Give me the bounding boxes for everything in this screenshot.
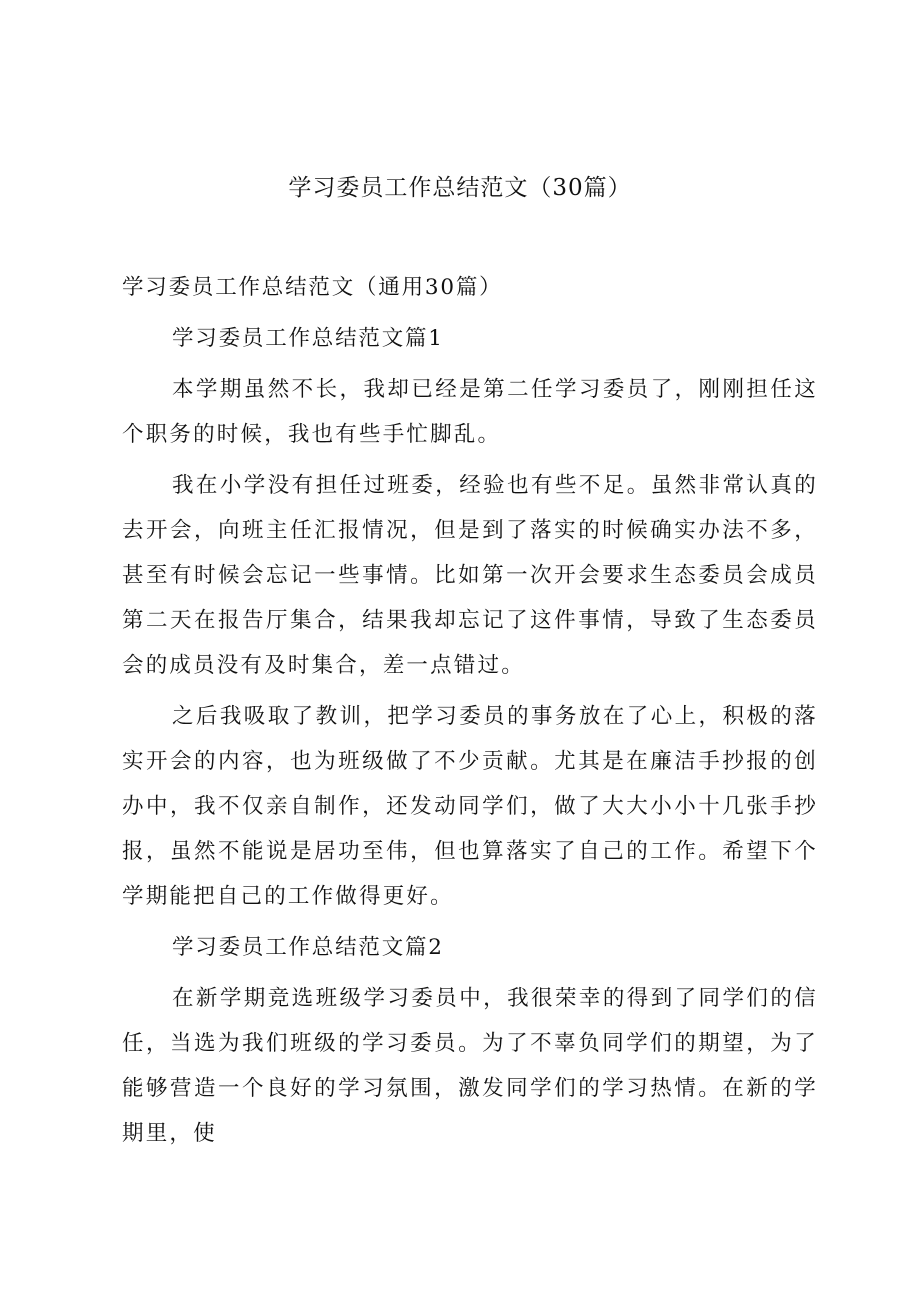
section-1-paragraph-1: 本学期虽然不长，我却已经是第二任学习委员了，刚刚担任这个职务的时候，我也有些手忙脚乱。 [122, 377, 818, 447]
section-2-heading: 学习委员工作总结范文篇2 [172, 935, 444, 960]
section-1-paragraph-2: 我在小学没有担任过班委，经验也有些不足。虽然非常认真的去开会，向班主任汇报情况，但是到了落实的时候确实办法不多，甚至有时候会忘记一些事情。比如第一次开会要求生态委员会成员第二天在报告厅集合，结果我却忘记了这件事情，导致了生态委员会的成员没有及时集合，差一点错过。 [122, 473, 818, 678]
document-body [122, 265, 818, 1162]
document-title: 学习委员工作总结范文（30篇） [288, 175, 632, 201]
document-subtitle: 学习委员工作总结范文（通用30篇） [122, 275, 503, 300]
section-2-paragraph-1: 在新学期竞选班级学习委员中，我很荣幸的得到了同学们的信任，当选为我们班级的学习委员。为了不辜负同学们的期望，为了能够营造一个良好的学习氛围，激发同学们的学习热情。在新的学期里，使 [122, 986, 818, 1146]
section-1-heading: 学习委员工作总结范文篇1 [172, 326, 444, 351]
section-1-paragraph-3: 之后我吸取了教训，把学习委员的事务放在了心上，积极的落实开会的内容，也为班级做了不少贡献。尤其是在廉洁手抄报的创办中，我不仅亲自制作，还发动同学们，做了大大小小十几张手抄报，虽然不能说是居功至伟，但也算落实了自己的工作。希望下个学期能把自己的工作做得更好。 [122, 704, 818, 909]
